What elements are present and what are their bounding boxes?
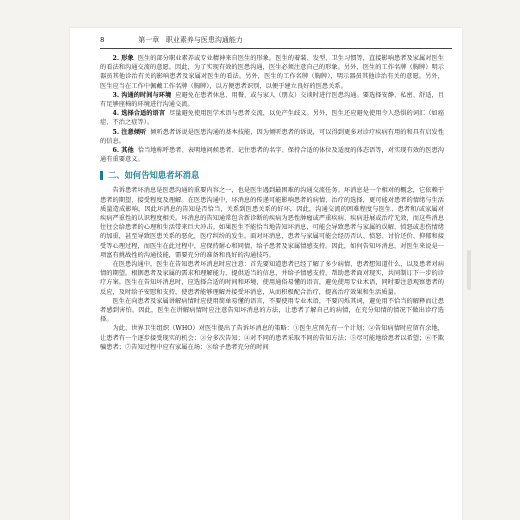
body-paragraph: 为此，世界卫生组织（WHO）对医生提出了告诉坏消息的策略：①医生应预先有一个计划；②告知病情时应留有余地，让患者有一个逐步接受现实的机会；③分多次告知；④对不同的患者采取不同的告知方法；⑤尽可能地给患者以希望；⑥不欺骗患者；⑦告知过程中应有家属在场；⑧给予患者充分的时间 <box>100 325 444 351</box>
section-heading <box>100 170 444 181</box>
item-label: 2. 形象 <box>112 55 134 62</box>
list-item <box>100 109 444 127</box>
item-label: 4. 选择合适的语言 <box>112 110 165 118</box>
section-marker <box>100 171 103 180</box>
item-text: 尽量避免使用医学术语与患者交流，以免产生歧义。另外，医生还应避免使用令人恐惧的词汇（如癌症、不治之症等）。 <box>100 110 444 127</box>
page-body <box>100 54 444 352</box>
page-number: 8 <box>100 36 105 44</box>
item-text: 应避免在患者休息、用餐、或与家人（朋友）交谈时进行医患沟通。要选择安静、私密、舒适，且有足够座椅的环境进行沟通交流。 <box>100 91 444 109</box>
body-paragraph: 在医患沟通中，医生在告知患者坏消息时应注意：首先要知道患者已经了解了多少病情，患者想知道什么，以及患者对病情的期望。根据患者及家属的需求和理解能力，提供适当的信息，并给予情感支持，帮助患者面对现实，共同制订下一步的诊疗方案。医生在告知坏消息时，应选择合适的时间和环境，使用通俗易懂的语言，避免使用专业术语，同时要注意观察患者的反应，及时给予安慰和支持，使患者能够理解并接受坏消息，从而积极配合治疗，提高治疗效果和生活质量。 <box>100 261 444 296</box>
section-title: 二、如何告知患者坏消息 <box>108 170 200 181</box>
item-label: 5. 注意倾听 <box>112 128 147 136</box>
page-header <box>100 36 452 45</box>
list-item <box>100 128 444 146</box>
list-item <box>100 146 444 164</box>
item-text: 医生的部分职业素养或专业精神来自医生的形象。医生的着装、发型、卫生习惯等，直接影响患者及家属对医生的看法和沟通交流的意愿。因此，为了实现有效的医患沟通，医生必须注意自己的形象。另外，医生的工作名牌（胸牌）明示器员其他诊治有关的影响患者及家属对医生的看法。另外，医生的工作名牌（胸牌），明示器员其他诊治有关的意愿。另外，医生应当在工作中佩戴工作名牌（胸牌），以方便患者识别，以便于建立良好的医患关系。 <box>100 55 445 90</box>
list-item <box>100 54 444 91</box>
list-item <box>100 91 444 109</box>
body-paragraph: 告诉患者坏消息是医患沟通的重要内容之一，也是医生遇到最困难的沟通交流任务。坏消息是一个相对的概念，它依赖于患者的期望、接受程度及理解。在医患沟通中，坏消息的传递可能影响患者的病情、治疗的选择，更可能对患者的情绪与生活质量造成影响，因此坏消息的告知是否恰当，关系到医患关系的好坏，因此，沟通交流的困难程度与医生、患者和/或家属对疾病严重性的认识程度相关。坏消息的告知通常包含新诊断的疾病为恶性肿瘤或严重疾病、疾病进展或治疗无效，而这些消息往往会给患者的心理和生活带来巨大冲击。如果医生不能恰当地告知坏消息，可能会导致患者与家属的误解、愤怒或悲伤情绪的加重，甚至导致医患关系的恶化，医疗纠纷的发生。面对坏消息，患者与家属可能会经历否认、愤怒、讨价还价、抑郁和接受等心理过程，而医生在此过程中，应保持耐心和同情，给予患者及家属情感支持。因此，如何告知坏消息，对医生来说是一项富有挑战性的沟通技能，需要充分的准备和良好的沟通技巧。 <box>100 187 444 259</box>
body-paragraph: 医生在向患者及家属讲解病情时应使用简单易懂的语言，不要使用专业术语，不要闪烁其词，避免用不恰当的解释而让患者感到害怕。因此，医生在讲解病情时应注意告知坏消息的方法，让患者了解自己的病情，在充分知情的情况下做出诊疗选择。 <box>100 297 444 324</box>
item-label: 3. 沟通的时间与环境 <box>112 91 172 99</box>
item-text: 恰当地称呼患者、表明地问候患者、记住患者的名字、保持合适的体位及适度的体态语等，对实现有效的医患沟通有重要意义。 <box>100 147 445 164</box>
chapter-title: 职业素养与医患沟通能力 <box>165 36 243 44</box>
header-rule <box>100 48 452 49</box>
page-edge-shadow <box>467 250 471 290</box>
item-label: 6. 其他 <box>112 147 134 155</box>
book-page <box>70 28 462 520</box>
item-text: 倾听患者诉说是医患沟通的基本技能，因为倾听患者的诉说，可以得到更多对诊疗疾病有用的和具有启发性的信息。 <box>100 128 445 145</box>
chapter-number: 第一章 <box>138 36 160 44</box>
